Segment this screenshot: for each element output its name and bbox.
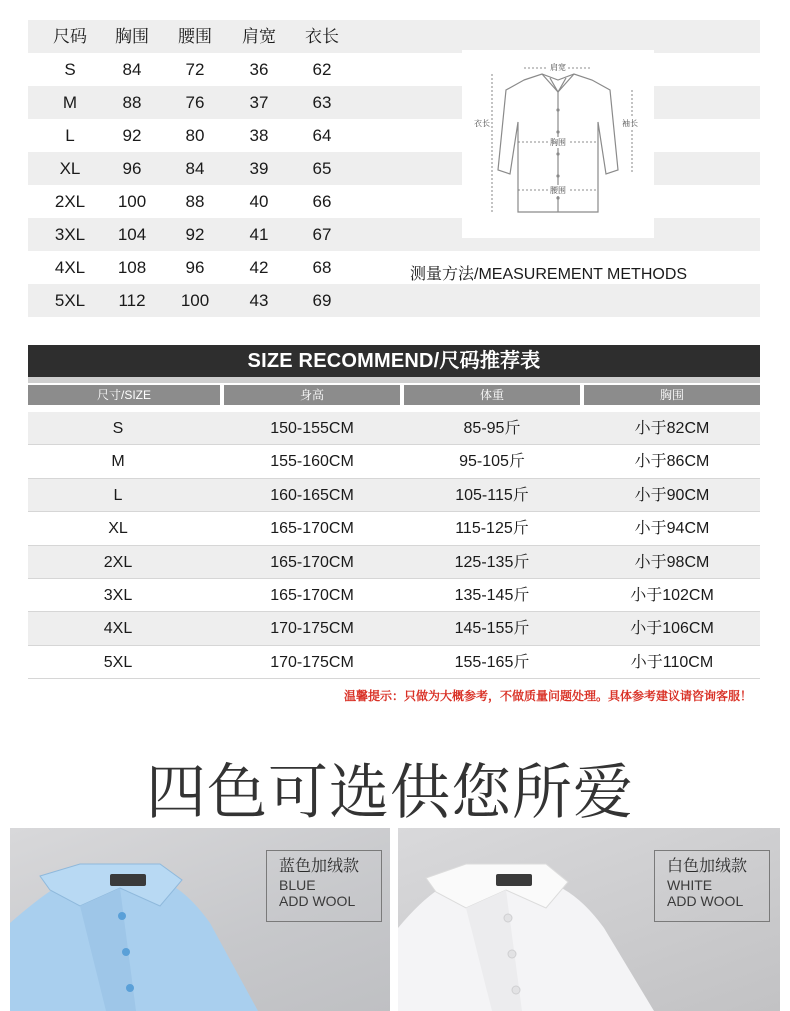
table-cell: 95-105斤: [459, 453, 525, 471]
table-cell: 36: [249, 60, 269, 79]
recommend-header-row: [28, 385, 760, 405]
table-cell: XL: [59, 159, 81, 178]
table-cell: 88: [122, 93, 142, 112]
table-row: [28, 546, 760, 579]
recommend-banner: [28, 345, 760, 377]
table-cell: 76: [185, 93, 205, 112]
table-cell: 67: [312, 225, 332, 244]
table-cell: 66: [312, 192, 332, 211]
table-cell: 125-135斤: [454, 553, 530, 571]
table-cell: 84: [122, 60, 142, 79]
measurement-caption: 测量方法/MEASUREMENT METHODS: [410, 266, 688, 283]
table-cell: 4XL: [54, 258, 86, 277]
table-cell: 170-175CM: [270, 653, 354, 671]
recommend-header-cell: 身高: [224, 385, 400, 405]
table-cell: 170-175CM: [270, 620, 354, 638]
recommend-table: [28, 412, 760, 679]
table-cell: 92: [185, 225, 205, 244]
table-cell: 40: [249, 192, 269, 211]
table-cell: S: [112, 420, 124, 437]
table-cell: 92: [122, 126, 142, 145]
table-row: [28, 284, 760, 317]
table-row: [28, 612, 760, 645]
table-row: [28, 412, 760, 445]
table-cell: S: [64, 60, 76, 79]
table-cell: 165-170CM: [270, 553, 354, 571]
white-label-cn: 白色加绒款: [667, 858, 748, 875]
table-row: [28, 479, 760, 512]
table-cell: M: [111, 453, 125, 471]
table-cell: 38: [249, 126, 269, 145]
diagram-chest-label: 胸围: [550, 138, 566, 147]
table-cell: XL: [108, 520, 128, 538]
blue-label-cn: 蓝色加绒款: [279, 858, 360, 875]
table-cell: 165-170CM: [270, 586, 354, 604]
table-cell: 69: [312, 291, 332, 310]
table-cell: 39: [249, 159, 269, 178]
table-cell: 100: [180, 291, 210, 310]
table-cell: 62: [312, 60, 332, 79]
table-cell: 65: [312, 159, 332, 178]
blue-shirt-photo: [10, 828, 390, 1011]
diagram-waist-label: 腰围: [550, 186, 566, 195]
blue-label-box: [266, 850, 382, 922]
white-label-en-wool: ADD WOOL: [667, 893, 744, 909]
colors-heading: 四色可选供您所爱: [146, 759, 634, 826]
table-cell: 小于106CM: [630, 620, 714, 638]
table-cell: 155-165斤: [454, 653, 530, 671]
table-cell: L: [113, 486, 123, 504]
white-label-box: [654, 850, 770, 922]
banner-divider: [28, 377, 760, 383]
reference-tip: 温馨提示：只做为大概参考，不做质量问题处理。具体参考建议请咨询客服！: [343, 689, 752, 703]
size-chart-header-cell: 胸围: [115, 27, 149, 46]
table-cell: 4XL: [103, 620, 133, 638]
recommend-header-cell: 胸围: [584, 385, 760, 405]
table-cell: 3XL: [54, 225, 86, 244]
table-cell: 150-155CM: [270, 420, 354, 437]
table-cell: 5XL: [54, 291, 86, 310]
table-cell: 小于110CM: [630, 653, 714, 671]
table-row: [28, 579, 760, 612]
table-cell: 37: [249, 93, 269, 112]
table-cell: 小于102CM: [630, 586, 714, 604]
table-cell: 5XL: [103, 653, 133, 671]
diagram-sleeve-label: 袖长: [622, 119, 638, 128]
table-cell: 63: [312, 93, 332, 112]
table-cell: 64: [312, 126, 332, 145]
size-chart-header-cell: 尺码: [53, 27, 87, 46]
table-cell: 100: [117, 192, 147, 211]
recommend-title: SIZE RECOMMEND/尺码推荐表: [247, 350, 541, 372]
blue-label-en-wool: ADD WOOL: [279, 893, 356, 909]
table-cell: 72: [185, 60, 205, 79]
table-row: [28, 445, 760, 478]
table-cell: 2XL: [54, 192, 86, 211]
table-cell: 135-145斤: [454, 586, 530, 604]
table-cell: 43: [249, 291, 269, 310]
table-cell: 115-125斤: [455, 520, 529, 538]
recommend-header-cell: 体重: [404, 385, 580, 405]
table-cell: 112: [118, 291, 146, 310]
table-cell: 145-155斤: [454, 620, 530, 638]
table-cell: 小于82CM: [634, 420, 710, 437]
table-cell: 155-160CM: [270, 453, 354, 471]
table-cell: 108: [117, 258, 147, 277]
table-cell: 165-170CM: [270, 520, 354, 538]
table-cell: 88: [185, 192, 205, 211]
table-cell: 小于86CM: [634, 453, 710, 471]
recommend-header-cell: 尺寸/SIZE: [28, 385, 220, 405]
white-label-en: WHITE: [667, 877, 713, 893]
table-row: [28, 646, 760, 679]
table-cell: 41: [249, 225, 269, 244]
table-cell: 3XL: [103, 586, 133, 604]
diagram-length-label: 衣长: [474, 119, 490, 128]
measurement-diagram: [462, 50, 654, 238]
table-cell: 小于94CM: [634, 520, 710, 538]
table-row: [28, 512, 760, 545]
table-cell: M: [62, 93, 78, 112]
size-chart-header-cell: 肩宽: [242, 27, 276, 46]
size-chart-header-cell: 腰围: [178, 27, 212, 46]
table-cell: 小于90CM: [634, 486, 710, 504]
size-chart-header-row: [28, 20, 760, 53]
table-cell: 105-115斤: [455, 486, 529, 504]
table-cell: L: [65, 126, 75, 145]
table-cell: 104: [117, 225, 147, 244]
table-cell: 96: [122, 159, 142, 178]
table-cell: 84: [185, 159, 205, 178]
table-cell: 160-165CM: [270, 486, 354, 504]
table-cell: 小于98CM: [634, 553, 710, 571]
table-cell: 85-95斤: [463, 420, 521, 437]
size-chart-header-cell: 衣长: [305, 27, 339, 46]
white-shirt-photo: [398, 828, 780, 1011]
table-cell: 96: [185, 258, 205, 277]
blue-label-en: BLUE: [279, 877, 316, 893]
table-cell: 42: [249, 258, 269, 277]
table-cell: 80: [185, 126, 205, 145]
diagram-shoulder-label: 肩宽: [550, 63, 566, 72]
table-cell: 2XL: [103, 553, 133, 571]
table-cell: 68: [312, 258, 332, 277]
